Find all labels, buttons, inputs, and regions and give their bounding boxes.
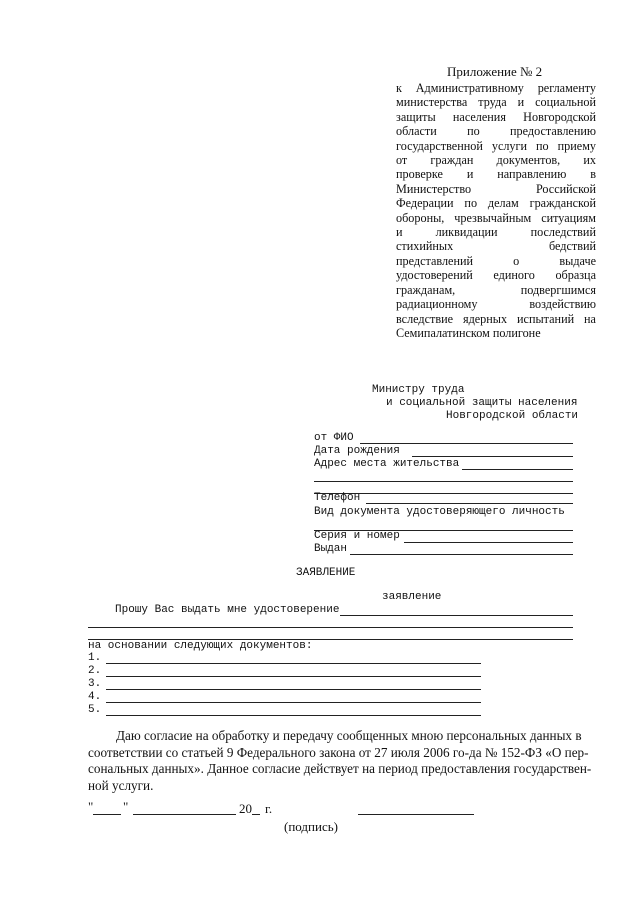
series-number-field[interactable] bbox=[404, 542, 573, 543]
consent-statement bbox=[88, 728, 592, 794]
appendix-word: и bbox=[517, 95, 525, 110]
address-label: Адрес места жительства bbox=[314, 458, 460, 470]
appendix-line bbox=[396, 110, 596, 124]
appendix-word: услуги bbox=[491, 138, 528, 153]
appendix-line bbox=[396, 81, 596, 95]
appendix-word: труда bbox=[478, 95, 507, 110]
appendix-line bbox=[396, 167, 596, 181]
appendix-word: единого bbox=[493, 268, 535, 283]
document-field-4[interactable] bbox=[106, 702, 481, 703]
appendix-word: Новгородской bbox=[523, 109, 596, 124]
appendix-word: ликвидации bbox=[435, 225, 498, 240]
appendix-word: вследствие bbox=[396, 311, 454, 326]
appendix-word: области bbox=[396, 124, 437, 139]
document-number-4: 4. bbox=[88, 691, 102, 703]
appendix-line-last: Семипалатинском полигоне bbox=[396, 325, 541, 340]
appendix-word: приему bbox=[557, 138, 596, 153]
appendix-word: их bbox=[583, 153, 596, 168]
addressee-line-2: и социальной защиты населения bbox=[386, 397, 578, 409]
appendix-line bbox=[396, 283, 596, 297]
appendix-word: Федерации bbox=[396, 196, 454, 211]
date-year-field[interactable] bbox=[252, 814, 260, 815]
addressee-line-1: Министру труда bbox=[372, 384, 465, 396]
appendix-line bbox=[396, 196, 596, 210]
appendix-word: и bbox=[396, 225, 403, 240]
appendix-line bbox=[396, 297, 596, 311]
appendix-word: в bbox=[590, 167, 596, 182]
appendix-word: делам bbox=[487, 196, 519, 211]
appendix-word: гражданской bbox=[529, 196, 596, 211]
phone-field[interactable] bbox=[366, 503, 573, 504]
document-number-1: 1. bbox=[88, 652, 102, 664]
appendix-word: предоставлению bbox=[510, 124, 596, 139]
appendix-line bbox=[396, 312, 596, 326]
appendix-line bbox=[396, 182, 596, 196]
consent-line-2: соответствии со статьей 9 Федерального закона от 27 июля 2006 го-да № 152-ФЗ «О пер- bbox=[88, 744, 589, 760]
document-field-2[interactable] bbox=[106, 676, 481, 677]
from-fio-field[interactable] bbox=[360, 443, 573, 444]
from-fio-label: от ФИО bbox=[314, 432, 354, 444]
date-year-prefix: 20 bbox=[239, 801, 252, 816]
date-quote-open: " bbox=[88, 799, 94, 814]
appendix-line bbox=[396, 153, 596, 167]
appendix-word: испытаний bbox=[517, 311, 575, 326]
appendix-line bbox=[396, 254, 596, 268]
appendix-word: представлений bbox=[396, 253, 474, 268]
birth-date-label: Дата рождения bbox=[314, 445, 400, 457]
appendix-word: гражданам, bbox=[396, 282, 456, 297]
date-year-suffix: г. bbox=[265, 801, 273, 816]
consent-line-3: сональных данных». Данное согласие действует на период предоставления государствен- bbox=[88, 761, 592, 776]
date-quote-close: " bbox=[123, 799, 129, 814]
appendix-word: граждан bbox=[430, 153, 474, 168]
appendix-word: по bbox=[464, 196, 478, 211]
addressee-line-3: Новгородской области bbox=[446, 410, 579, 422]
document-field-3[interactable] bbox=[106, 689, 481, 690]
appendix-word: стихийных bbox=[396, 239, 454, 254]
appendix-line bbox=[396, 124, 596, 138]
appendix-word: государственной bbox=[396, 138, 483, 153]
appendix-word: воздействию bbox=[529, 297, 596, 312]
appendix-word: чрезвычайным bbox=[454, 210, 532, 225]
appendix-line bbox=[396, 239, 596, 253]
appendix-word: на bbox=[584, 311, 596, 326]
basis-label: на основании следующих документов: bbox=[88, 640, 313, 652]
appendix-word: министерства bbox=[396, 95, 468, 110]
document-number-5: 5. bbox=[88, 704, 102, 716]
appendix-line bbox=[396, 268, 596, 282]
document-field-1[interactable] bbox=[106, 663, 481, 664]
issued-by-field[interactable] bbox=[350, 554, 573, 555]
appendix-word: от bbox=[396, 153, 408, 168]
appendix-title: Приложение № 2 bbox=[447, 64, 543, 79]
appendix-word: о bbox=[513, 253, 520, 268]
consent-line-1: Даю согласие на обработку и передачу сообщенных мною персональных данных в bbox=[116, 728, 582, 743]
issued-by-label: Выдан bbox=[314, 543, 348, 555]
birth-date-field[interactable] bbox=[412, 456, 573, 457]
date-day-field[interactable] bbox=[93, 814, 121, 815]
phone-label: Телефон bbox=[314, 492, 361, 504]
appendix-line bbox=[396, 95, 596, 109]
appendix-word: к bbox=[396, 81, 402, 95]
appendix-word: населения bbox=[452, 109, 506, 124]
appendix-word: регламенту bbox=[537, 81, 596, 95]
id-document-label: Вид документа удостоверяющего личность bbox=[314, 506, 565, 518]
appendix-word: удостоверений bbox=[396, 268, 473, 283]
document-field-5[interactable] bbox=[106, 715, 481, 716]
appendix-word: Российской bbox=[535, 181, 596, 196]
appendix-line bbox=[396, 211, 596, 225]
appendix-word: по bbox=[467, 124, 480, 139]
certificate-field-line-2[interactable] bbox=[88, 627, 573, 628]
appendix-word: социальной bbox=[535, 95, 596, 110]
appendix-word: образца bbox=[555, 268, 596, 283]
appendix-word: радиационному bbox=[396, 297, 478, 312]
signature-label: (подпись) bbox=[284, 819, 338, 834]
appendix-word: документов, bbox=[496, 153, 561, 168]
request-text: Прошу Вас выдать мне удостоверение bbox=[115, 604, 340, 616]
appendix-line bbox=[396, 139, 596, 153]
appendix-text bbox=[396, 81, 596, 340]
appendix-line bbox=[396, 225, 596, 239]
certificate-field[interactable] bbox=[340, 615, 573, 616]
appendix-word: последствий bbox=[530, 225, 596, 240]
consent-line-4: ной услуги. bbox=[88, 777, 154, 793]
appendix-word: направлению bbox=[497, 167, 567, 182]
address-field[interactable] bbox=[462, 469, 573, 470]
appendix-word: ядерных bbox=[462, 311, 508, 326]
appendix-word: ситуациям bbox=[541, 210, 596, 225]
document-number-2: 2. bbox=[88, 665, 102, 677]
appendix-word: выдаче bbox=[559, 253, 596, 268]
subheading: заявление bbox=[382, 591, 442, 603]
appendix-word: по bbox=[536, 138, 549, 153]
appendix-word: проверке bbox=[396, 167, 443, 182]
address-field-line-2[interactable] bbox=[314, 481, 573, 482]
page-title: ЗАЯВЛЕНИЕ bbox=[296, 567, 356, 579]
document-number-3: 3. bbox=[88, 678, 102, 690]
appendix-word: защиты bbox=[396, 109, 436, 124]
appendix-word: бедствий bbox=[548, 239, 596, 254]
appendix-word: и bbox=[466, 167, 474, 182]
appendix-word: обороны, bbox=[396, 210, 445, 225]
series-number-label: Серия и номер bbox=[314, 530, 400, 542]
signature-field[interactable] bbox=[358, 814, 474, 815]
appendix-word: Административному bbox=[415, 81, 524, 95]
appendix-word: Министерство bbox=[396, 181, 472, 196]
date-month-field[interactable] bbox=[133, 814, 236, 815]
appendix-word: подвергшимся bbox=[520, 282, 596, 297]
